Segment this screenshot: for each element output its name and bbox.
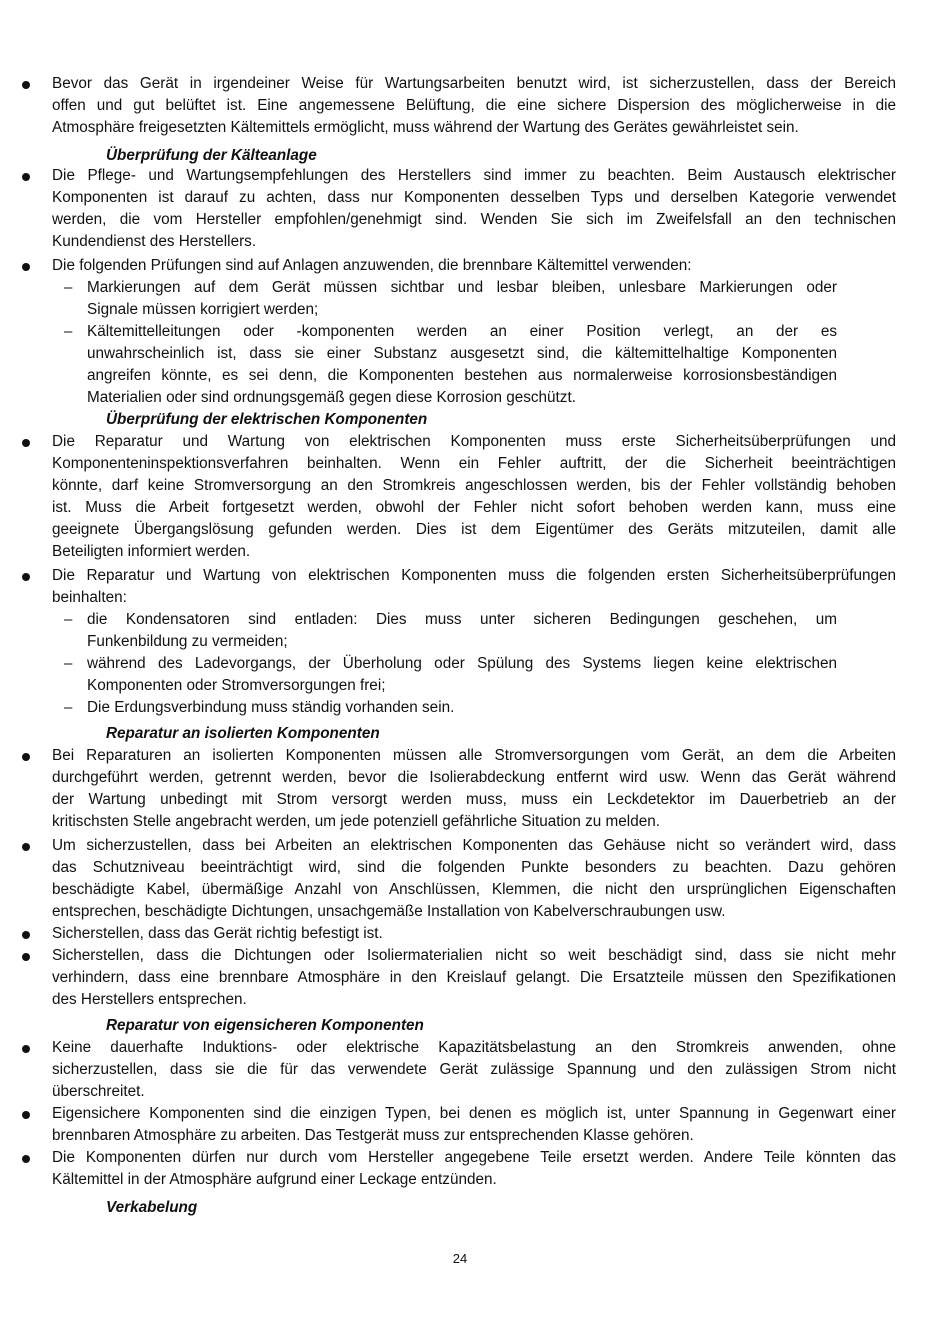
text-line: Die Reparatur und Wartung von elektrischen Komponenten muss die folgenden ersten Sicherheitsüberprüfungen bbox=[52, 567, 896, 584]
text-line: sicherzustellen, dass sie die für das verwendete Gerät zulässige Spannung und den zulässigen Strom nicht bbox=[52, 1061, 896, 1078]
bullet-marker bbox=[22, 1111, 30, 1119]
bullet-marker bbox=[22, 843, 30, 851]
text-line: Komponenteninspektionsverfahren beinhalten. Wenn ein Fehler auftritt, der die Sicherheit beeinträchtigen bbox=[52, 455, 896, 472]
text-line: beschädigte Kabel, übermäßige Anzahl von Anschlüssen, Klemmen, die nicht den ursprünglichen Eigenschaften bbox=[52, 881, 896, 898]
bullet-marker bbox=[22, 1155, 30, 1163]
text-line: verhindern, dass eine brennbare Atmosphäre in den Kreislauf gelangt. Die Ersatzteile müssen den Spezifikationen bbox=[52, 969, 896, 986]
text-line: entsprechen, beschädigte Dichtungen, unsachgemäße Installation von Kabelverschraubungen usw. bbox=[52, 903, 726, 920]
dash-marker: – bbox=[64, 611, 73, 628]
text-line: Bei Reparaturen an isolierten Komponenten müssen alle Stromversorgungen vom Gerät, an dem die Arbeiten bbox=[52, 747, 896, 764]
text-line: angreifen könnte, es sei denn, die Komponenten bestehen aus normalerweise korrosionsbeständigen bbox=[87, 367, 837, 384]
text-line: Funkenbildung zu vermeiden; bbox=[87, 633, 288, 650]
text-line: Atmosphäre freigesetzten Kältemittels ermöglicht, muss während der Wartung des Gerätes gewährleistet sein. bbox=[52, 119, 799, 136]
bullet-marker bbox=[22, 573, 30, 581]
text-line: könnte, darf keine Stromversorgung an den Stromkreis angeschlossen werden, bis der Fehler vollständig behoben bbox=[52, 477, 896, 494]
text-line: ist. Muss die Arbeit fortgesetzt werden, obwohl der Fehler nicht sofort behoben werden kann, muss eine bbox=[52, 499, 896, 516]
bullet-marker bbox=[22, 263, 30, 271]
text-line: die Kondensatoren sind entladen: Dies muss unter sicheren Bedingungen geschehen, um bbox=[87, 611, 837, 628]
text-line: Um sicherzustellen, dass bei Arbeiten an elektrischen Komponenten das Gehäuse nicht so verändert wird, dass bbox=[52, 837, 896, 854]
bullet-marker bbox=[22, 81, 30, 89]
text-line: durchgeführt werden, getrennt werden, bevor die Isolierabdeckung entfernt wird usw. Wenn das Gerät während bbox=[52, 769, 896, 786]
text-line: Kältemittelleitungen oder -komponenten werden an einer Position verlegt, an der es bbox=[87, 323, 837, 340]
dash-marker: – bbox=[64, 279, 73, 296]
bullet-marker bbox=[22, 931, 30, 939]
section-heading: Reparatur von eigensicheren Komponenten bbox=[106, 1017, 424, 1034]
bullet-marker bbox=[22, 1045, 30, 1053]
text-line: unwahrscheinlich ist, dass sie einer Substanz ausgesetzt sind, die kältemittelhaltige Komponenten bbox=[87, 345, 837, 362]
text-line: Materialien oder sind ordnungsgemäß gegen diese Korrosion geschützt. bbox=[87, 389, 576, 406]
bullet-marker bbox=[22, 753, 30, 761]
text-line: Die Reparatur und Wartung von elektrischen Komponenten muss erste Sicherheitsüberprüfungen und bbox=[52, 433, 896, 450]
bullet-marker bbox=[22, 953, 30, 961]
dash-marker: – bbox=[64, 323, 73, 340]
section-heading: Überprüfung der elektrischen Komponenten bbox=[106, 411, 428, 428]
dash-marker: – bbox=[64, 699, 73, 716]
text-line: Kältemittel in der Atmosphäre aufgrund einer Leckage entzünden. bbox=[52, 1171, 497, 1188]
text-line: Die Pflege- und Wartungsempfehlungen des Herstellers sind immer zu beachten. Beim Austausch elektrischer bbox=[52, 167, 896, 184]
section-heading: Reparatur an isolierten Komponenten bbox=[106, 725, 380, 742]
text-line: der Wartung unbedingt mit Strom versorgt werden muss, muss ein Leckdetektor im Dauerbetrieb an der bbox=[52, 791, 896, 808]
text-line: Eigensichere Komponenten sind die einzigen Typen, bei denen es möglich ist, unter Spannung in Gegenwart einer bbox=[52, 1105, 896, 1122]
text-line: brennbaren Atmosphäre zu arbeiten. Das Testgerät muss zur entsprechenden Klasse gehören. bbox=[52, 1127, 694, 1144]
dash-marker: – bbox=[64, 655, 73, 672]
text-line: werden, die vom Hersteller empfohlen/genehmigt sind. Wenden Sie sich im Zweifelsfall an den technischen bbox=[52, 211, 896, 228]
text-line: Kundendienst des Herstellers. bbox=[52, 233, 257, 250]
text-line: Bevor das Gerät in irgendeiner Weise für Wartungsarbeiten benutzt wird, ist sicherzustellen, dass der Bereich bbox=[52, 75, 896, 92]
text-line: während des Ladevorgangs, der Überholung oder Spülung des Systems liegen keine elektrischen bbox=[87, 655, 837, 672]
section-heading: Überprüfung der Kälteanlage bbox=[106, 147, 317, 164]
bullet-marker bbox=[22, 439, 30, 447]
text-line: des Herstellers entsprechen. bbox=[52, 991, 247, 1008]
text-line: überschreitet. bbox=[52, 1083, 145, 1100]
text-line: Die Komponenten dürfen nur durch vom Hersteller angegebene Teile ersetzt werden. Andere Teile könnten das bbox=[52, 1149, 896, 1166]
text-line: Signale müssen korrigiert werden; bbox=[87, 301, 319, 318]
text-line: beinhalten: bbox=[52, 589, 127, 606]
text-line: Sicherstellen, dass die Dichtungen oder Isoliermaterialien nicht so weit beschädigt sind, dass sie nicht mehr bbox=[52, 947, 896, 964]
text-line: das Schutzniveau beeinträchtigt wird, sind die folgenden Punkte besonders zu beachten. Dazu gehören bbox=[52, 859, 896, 876]
section-heading: Verkabelung bbox=[106, 1199, 198, 1216]
text-line: offen und gut belüftet ist. Eine angemessene Belüftung, die eine sichere Dispersion des möglicherweise in die bbox=[52, 97, 896, 114]
text-line: geeignete Übergangslösung gefunden werden. Dies ist dem Eigentümer des Geräts mitzuteilen, damit alle bbox=[52, 521, 896, 538]
text-line: kritischsten Stelle angebracht werden, um jede potenziell gefährliche Situation zu melden. bbox=[52, 813, 660, 830]
bullet-marker bbox=[22, 173, 30, 181]
page-number: 24 bbox=[452, 1251, 468, 1266]
text-line: Keine dauerhafte Induktions- oder elektrische Kapazitätsbelastung an den Stromkreis anwenden, ohne bbox=[52, 1039, 896, 1056]
text-line: Komponenten oder Stromversorgungen frei; bbox=[87, 677, 386, 694]
text-line: Sicherstellen, dass das Gerät richtig befestigt ist. bbox=[52, 925, 383, 942]
text-line: Komponenten ist darauf zu achten, dass nur Komponenten desselben Typs und derselben Kategorie verwendet bbox=[52, 189, 896, 206]
text-line: Beteiligten informiert werden. bbox=[52, 543, 251, 560]
text-line: Markierungen auf dem Gerät müssen sichtbar und lesbar bleiben, unlesbare Markierungen oder bbox=[87, 279, 837, 296]
text-line: Die Erdungsverbindung muss ständig vorhanden sein. bbox=[87, 699, 455, 716]
text-line: Die folgenden Prüfungen sind auf Anlagen anzuwenden, die brennbare Kältemittel verwenden: bbox=[52, 257, 692, 274]
